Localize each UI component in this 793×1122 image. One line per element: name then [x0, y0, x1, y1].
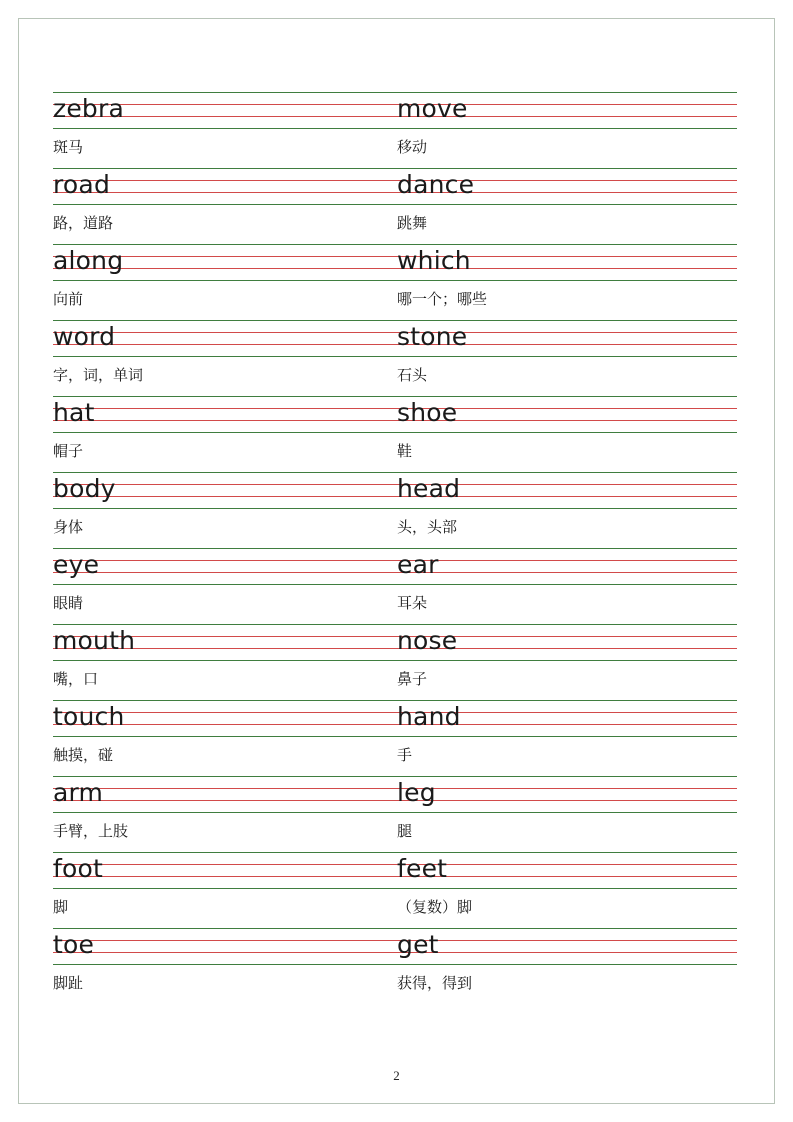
chinese-gloss: 触摸，碰 [53, 746, 114, 764]
word-cell-right [395, 90, 737, 166]
english-word: eye [53, 550, 100, 579]
word-cell-right [395, 926, 737, 1002]
english-word: arm [53, 778, 104, 807]
word-cell-left [53, 166, 395, 242]
word-cell-right [395, 242, 737, 318]
chinese-gloss: 斑马 [53, 138, 84, 156]
word-columns [53, 546, 737, 622]
english-word: touch [53, 702, 125, 731]
vocabulary-sheet [53, 90, 737, 1002]
english-word: ear [397, 550, 439, 579]
word-cell-left [53, 242, 395, 318]
chinese-gloss: 鼻子 [397, 670, 428, 688]
chinese-gloss: 眼睛 [53, 594, 84, 612]
word-cell-right [395, 470, 737, 546]
word-row [53, 394, 737, 470]
word-cell-left [53, 698, 395, 774]
word-row [53, 546, 737, 622]
word-cell-left [53, 546, 395, 622]
english-word: foot [53, 854, 103, 883]
english-word: along [53, 246, 124, 275]
english-word: head [397, 474, 461, 503]
word-cell-right [395, 166, 737, 242]
word-row [53, 470, 737, 546]
chinese-gloss: 字，词，单词 [53, 366, 144, 384]
chinese-gloss: 头，头部 [397, 518, 458, 536]
word-row [53, 90, 737, 166]
word-cell-right [395, 698, 737, 774]
chinese-gloss: 获得，得到 [397, 974, 473, 992]
english-word: move [397, 94, 468, 123]
word-cell-left [53, 774, 395, 850]
word-columns [53, 850, 737, 926]
chinese-gloss: 跳舞 [397, 214, 428, 232]
word-columns [53, 242, 737, 318]
chinese-gloss: 手臂，上肢 [53, 822, 129, 840]
word-row [53, 698, 737, 774]
word-columns [53, 90, 737, 166]
english-word: stone [397, 322, 468, 351]
english-word: dance [397, 170, 475, 199]
word-columns [53, 394, 737, 470]
english-word: word [53, 322, 116, 351]
chinese-gloss: 脚趾 [53, 974, 84, 992]
chinese-gloss: 手 [397, 746, 413, 764]
chinese-gloss: 向前 [53, 290, 84, 308]
word-cell-left [53, 90, 395, 166]
chinese-gloss: 脚 [53, 898, 69, 916]
chinese-gloss: 石头 [397, 366, 428, 384]
word-cell-right [395, 546, 737, 622]
word-row [53, 166, 737, 242]
word-cell-left [53, 926, 395, 1002]
word-cell-right [395, 394, 737, 470]
chinese-gloss: 路，道路 [53, 214, 114, 232]
word-cell-left [53, 850, 395, 926]
english-word: shoe [397, 398, 458, 427]
english-word: body [53, 474, 116, 503]
word-cell-left [53, 394, 395, 470]
chinese-gloss: 嘴，口 [53, 670, 99, 688]
word-cell-left [53, 470, 395, 546]
chinese-gloss: （复数）脚 [397, 898, 473, 916]
word-row [53, 774, 737, 850]
word-columns [53, 774, 737, 850]
word-row [53, 926, 737, 1002]
english-word: get [397, 930, 439, 959]
word-cell-right [395, 622, 737, 698]
word-cell-left [53, 622, 395, 698]
chinese-gloss: 腿 [397, 822, 413, 840]
word-columns [53, 166, 737, 242]
english-word: road [53, 170, 111, 199]
word-cell-right [395, 774, 737, 850]
word-columns [53, 698, 737, 774]
word-row [53, 622, 737, 698]
word-cell-right [395, 318, 737, 394]
chinese-gloss: 帽子 [53, 442, 84, 460]
chinese-gloss: 哪一个；哪些 [397, 290, 488, 308]
word-columns [53, 926, 737, 1002]
english-word: which [397, 246, 471, 275]
english-word: nose [397, 626, 458, 655]
chinese-gloss: 移动 [397, 138, 428, 156]
word-row [53, 242, 737, 318]
word-row [53, 850, 737, 926]
word-columns [53, 318, 737, 394]
word-row [53, 318, 737, 394]
english-word: toe [53, 930, 95, 959]
word-columns [53, 470, 737, 546]
word-cell-left [53, 318, 395, 394]
chinese-gloss: 身体 [53, 518, 84, 536]
word-columns [53, 622, 737, 698]
english-word: hand [397, 702, 461, 731]
chinese-gloss: 耳朵 [397, 594, 428, 612]
english-word: leg [397, 778, 436, 807]
english-word: feet [397, 854, 448, 883]
english-word: hat [53, 398, 95, 427]
english-word: zebra [53, 94, 124, 123]
word-cell-right [395, 850, 737, 926]
chinese-gloss: 鞋 [397, 442, 413, 460]
english-word: mouth [53, 626, 136, 655]
page-number: 2 [393, 1068, 400, 1083]
